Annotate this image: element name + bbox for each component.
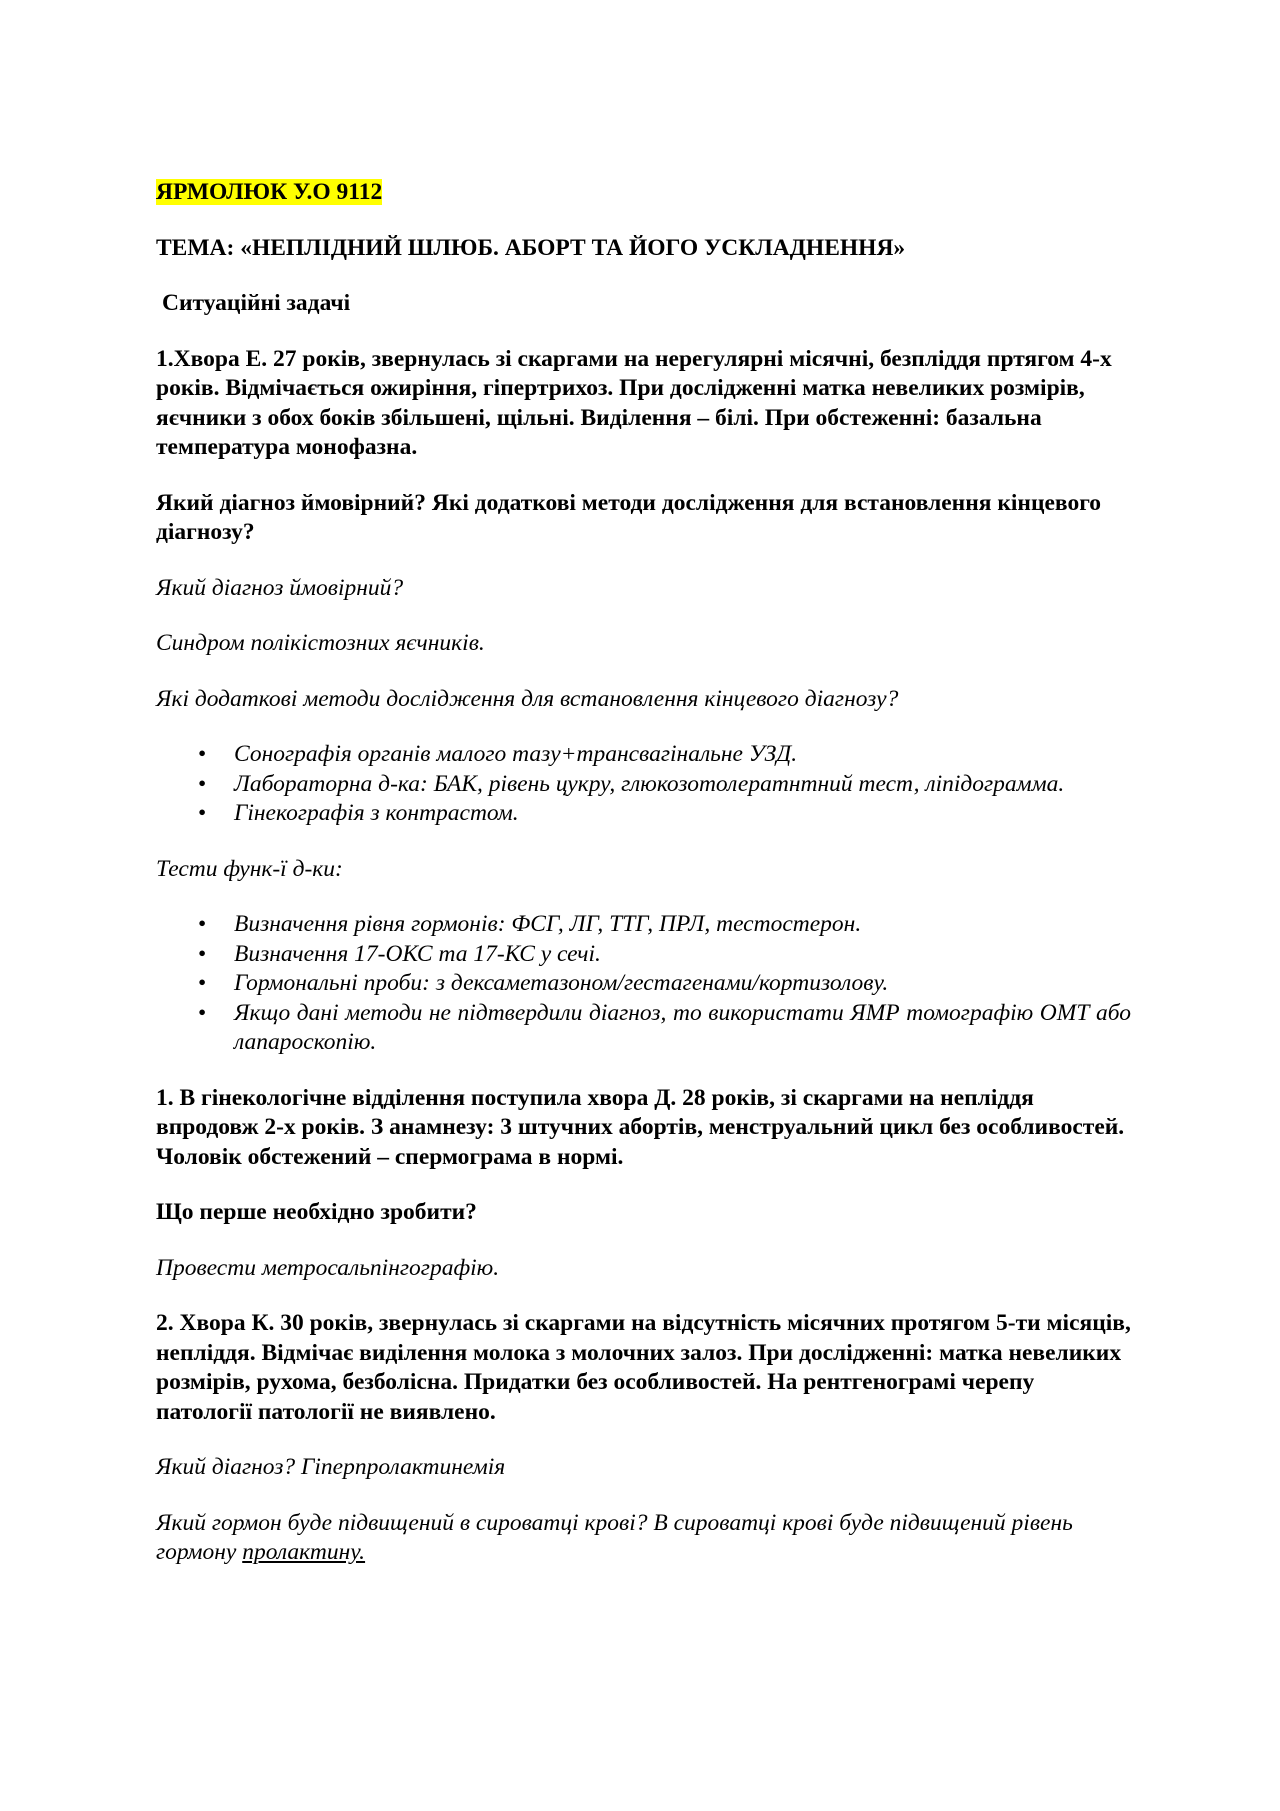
task1-q2: Які додаткові методи дослідження для встановлення кінцевого діагнозу? (156, 685, 899, 712)
task2-text: 1. В гінекологічне відділення поступила хвора Д. 28 років, зі скаргами на непліддя впродовж 2-х років. З анамнезу: 3 штучних абортів, менструальний цикл без особливостей. Чоловік обстежений – спермограма в нормі. (156, 1084, 1125, 1170)
task1-a1: Синдром полікістозних яєчників. (156, 630, 485, 656)
list-item: • Сонографія органів малого тазу+трансвагінальне УЗД. (156, 740, 1131, 770)
task2-answer: Провести метросальпінгографію. (156, 1254, 500, 1281)
task1-q1: Який діагноз ймовірний? (156, 574, 404, 601)
bullet-icon: • (198, 911, 207, 937)
list-item: • Визначення рівня гормонів: ФСГ, ЛГ, ТТГ, ПРЛ, тестостерон. (156, 910, 1131, 940)
bullet-icon: • (198, 999, 207, 1026)
list-item: • Якщо дані методи не підтвердили діагноз, то використати ЯМР томографію ОМТ або лапароскопію. (198, 999, 1131, 1055)
bullet-icon: • (198, 970, 207, 996)
hormone-prefix: Який гормон буде підвищений в сироватці крові? В сироватці крові буде підвищений рівень гормону (156, 1509, 1073, 1565)
task3-text: 2. Хвора К. 30 років, звернулась зі скаргами на відсутність місячних протягом 5-ти місяців, непліддя. Відмічає виділення молока з молочних залоз. При дослідженні: матка невеликих розмірів, рухома, безболісна. Придатки без особливостей. На рентгенограмі черепу патології патології не виявлено. (156, 1310, 1131, 1425)
list-item: • Гормональні проби: з дексаметазоном/гестагенами/кортизолову. (156, 969, 1131, 999)
document-page (156, 178, 1131, 1594)
task2-question: Що перше необхідно зробити? (156, 1199, 477, 1225)
tests-list (156, 910, 1131, 1058)
task1-question: Який діагноз ймовірний? Які додаткові методи дослідження для встановлення кінцевого діагнозу? (156, 489, 1102, 545)
task3-hormone (156, 1509, 1131, 1568)
tests-label: Тести функ-ї д-ки: (156, 855, 343, 882)
bullet-icon: • (198, 800, 207, 826)
section-title: Ситуаційні задачі (162, 290, 351, 316)
bullet-icon: • (198, 741, 207, 767)
hormone-answer: пролактину. (242, 1539, 366, 1565)
methods-list (156, 740, 1131, 829)
author-line (156, 178, 1131, 208)
topic-heading: ТЕМА: «НЕПЛІДНИЙ ШЛЮБ. АБОРТ ТА ЙОГО УСКЛАДНЕННЯ» (156, 234, 906, 261)
list-item: • Визначення 17-ОКС та 17-КС у сечі. (156, 940, 1131, 970)
list-item: • Лабораторна д-ка: БАК, рівень цукру, глюкозотолератнтний тест, ліпідограмма. (156, 770, 1131, 800)
task1-text: 1.Хвора Е. 27 років, звернулась зі скаргами на нерегулярні місячні, безпліддя пртягом 4-х років. Відмічається ожиріння, гіпертрихоз. При дослідженні матка невеликих розмірів, яєчники з обох боків збільшені, щільні. Виділення – білі. При обстеженні: базальна температура монофазна. (156, 345, 1112, 460)
bullet-icon: • (198, 770, 207, 797)
author-highlight: ЯРМОЛЮК У.О 9112 (156, 179, 383, 205)
bullet-icon: • (198, 940, 207, 967)
list-item: • Гінекографія з контрастом. (156, 799, 1131, 829)
task3-diagnosis: Який діагноз? Гіперпролактинемія (156, 1454, 506, 1480)
